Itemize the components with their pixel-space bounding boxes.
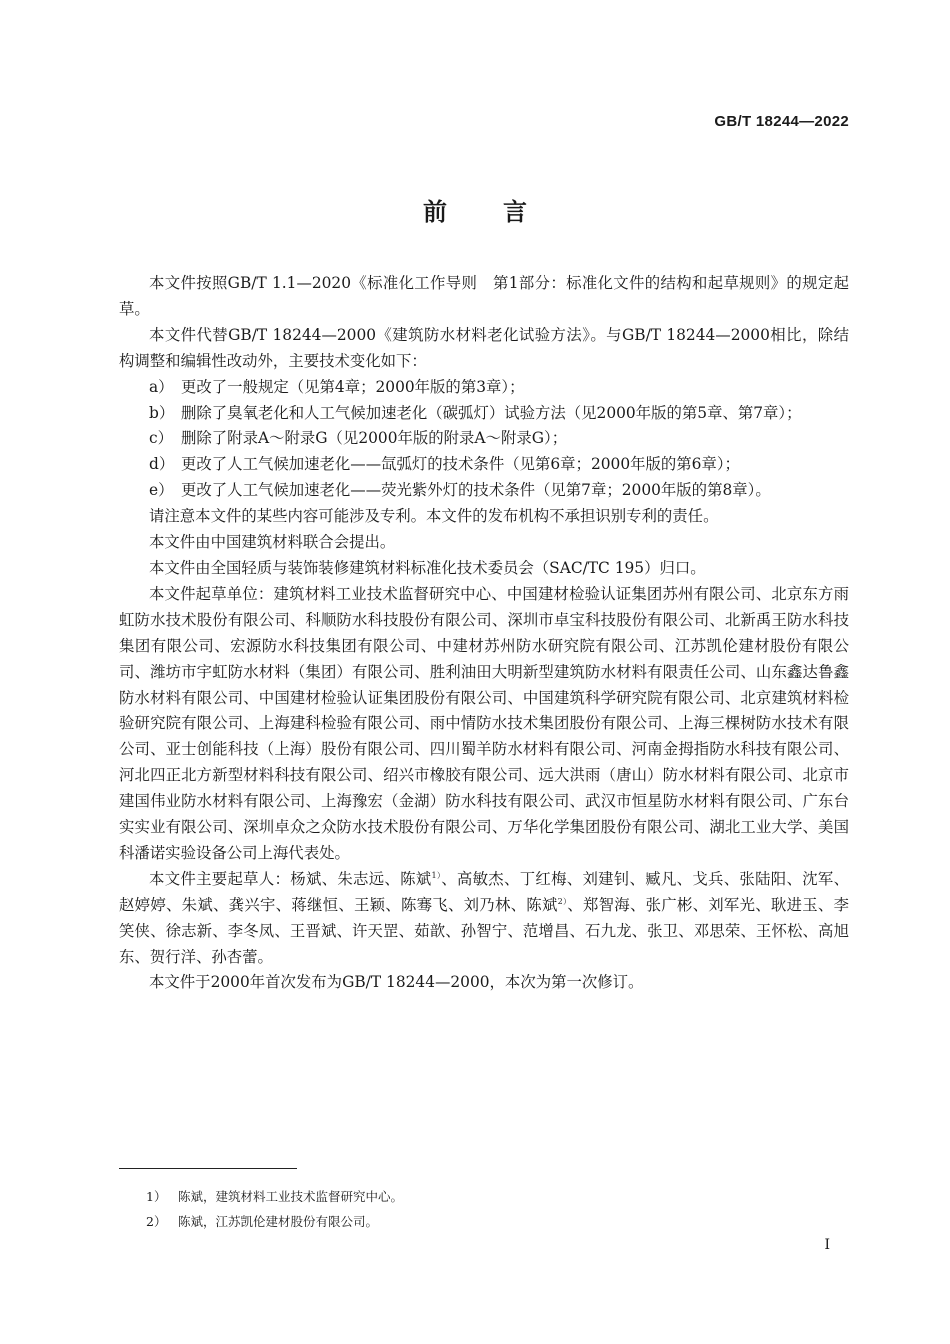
change-item	[119, 452, 849, 478]
footnote-ref-2[interactable]: 2）	[557, 896, 568, 906]
paragraph-proposed-by: 本文件由中国建筑材料联合会提出。	[149, 533, 396, 552]
change-text: 更改了人工气候加速老化——氙弧灯的技术条件（见第6章；2000年版的第6章）；	[181, 455, 740, 474]
change-text: 删除了臭氧老化和人工气候加速老化（碳弧灯）试验方法（见2000年版的第5章、第7章）；	[181, 403, 802, 422]
drafters-part-1: 本文件主要起草人：杨斌、朱志远、陈斌	[149, 869, 432, 888]
change-item	[119, 401, 849, 427]
paragraph-drafters	[119, 867, 849, 971]
footnote	[146, 1209, 403, 1234]
paragraph-replaces: 本文件代替GB/T 18244—2000《建筑防水材料老化试验方法》。与GB/T 18244—2000相比，除结构调整和编辑性改动外，主要技术变化如下：	[119, 325, 849, 370]
change-text: 删除了附录A～附录G（见2000年版的附录A～附录G）；	[181, 429, 568, 448]
foreword-body	[119, 271, 849, 996]
change-marker: a）	[149, 377, 174, 396]
footnote-mark: 1）	[146, 1189, 167, 1204]
footnote-text: 陈斌，建筑材料工业技术监督研究中心。	[178, 1189, 404, 1204]
drafters-part-2: 、高敏杰、丁红梅、刘建钊、臧凡、戈兵、张陆阳、沈军、赵婷婷、朱斌、龚兴宇、蒋继恒、王颖、陈骞飞、刘乃林、陈斌	[119, 869, 849, 914]
paragraph-drafting-organizations: 本文件起草单位：建筑材料工业技术监督研究中心、中国建材检验认证集团苏州有限公司、北京东方雨虹防水技术股份有限公司、科顺防水科技股份有限公司、深圳市卓宝科技股份有限公司、北新禹王防水科技集团有限公司、宏源防水科技集团有限公司、中建材苏州防水研究院有限公司、江苏凯伦建材股份有限公司、潍坊市宇虹防水材料（集团）有限公司、胜利油田大明新型建筑防水材料有限责任公司、山东鑫达鲁鑫防水材料有限公司、中国建材检验认证集团股份有限公司、中国建筑科学研究院有限公司、北京建筑材料检验研究院有限公司、上海建科检验有限公司、雨中情防水技术集团股份有限公司、上海三棵树防水技术有限公司、亚士创能科技（上海）股份有限公司、四川蜀羊防水材料有限公司、河南金拇指防水科技有限公司、河北四正北方新型材料科技有限公司、绍兴市橡胶有限公司、远大洪雨（唐山）防水材料有限公司、北京市建国伟业防水材料有限公司、上海豫宏（金湖）防水科技有限公司、武汉市恒星防水材料有限公司、广东台实实业有限公司、深圳卓众之众防水技术股份有限公司、万华化学集团股份有限公司、湖北工业大学、美国科潘诺实验设备公司上海代表处。	[119, 584, 849, 862]
change-item	[119, 375, 849, 401]
change-marker: e）	[149, 481, 174, 500]
change-text: 更改了人工气候加速老化——荧光紫外灯的技术条件（见第7章；2000年版的第8章）。	[181, 481, 771, 500]
drafters-part-3: 、郑智海、张广彬、刘军光、耿进玉、李笑侠、徐志新、李冬凤、王晋斌、许天罡、茹歆、孙智宁、范增昌、石九龙、张卫、邓思荣、王怀松、高旭东、贺行洋、孙杏蕾。	[119, 895, 849, 966]
footnote-ref-1[interactable]: 1）	[431, 870, 442, 880]
footnote-mark: 2）	[146, 1214, 167, 1229]
footnotes	[146, 1184, 403, 1234]
change-item	[119, 426, 849, 452]
page-title: 前言	[423, 198, 583, 226]
page-number: I	[824, 1237, 830, 1253]
change-item	[119, 478, 849, 504]
footnote-text: 陈斌，江苏凯伦建材股份有限公司。	[178, 1214, 379, 1229]
change-marker: b）	[149, 403, 175, 422]
paragraph-patent-notice: 请注意本文件的某些内容可能涉及专利。本文件的发布机构不承担识别专利的责任。	[149, 507, 719, 526]
change-marker: c）	[149, 429, 174, 448]
paragraph-history: 本文件于2000年首次发布为GB/T 18244—2000，本次为第一次修订。	[149, 973, 644, 992]
change-marker: d）	[149, 455, 175, 474]
standard-code: GB/T 18244—2022	[714, 113, 849, 130]
change-text: 更改了一般规定（见第4章；2000年版的第3章）；	[181, 377, 525, 396]
footnote-divider	[119, 1168, 297, 1169]
footnote	[146, 1184, 403, 1209]
paragraph-drafting-rules: 本文件按照GB/T 1.1—2020《标准化工作导则 第1部分：标准化文件的结构和起草规则》的规定起草。	[119, 274, 849, 318]
paragraph-administered-by: 本文件由全国轻质与装饰装修建筑材料标准化技术委员会（SAC/TC 195）归口。	[149, 558, 706, 577]
